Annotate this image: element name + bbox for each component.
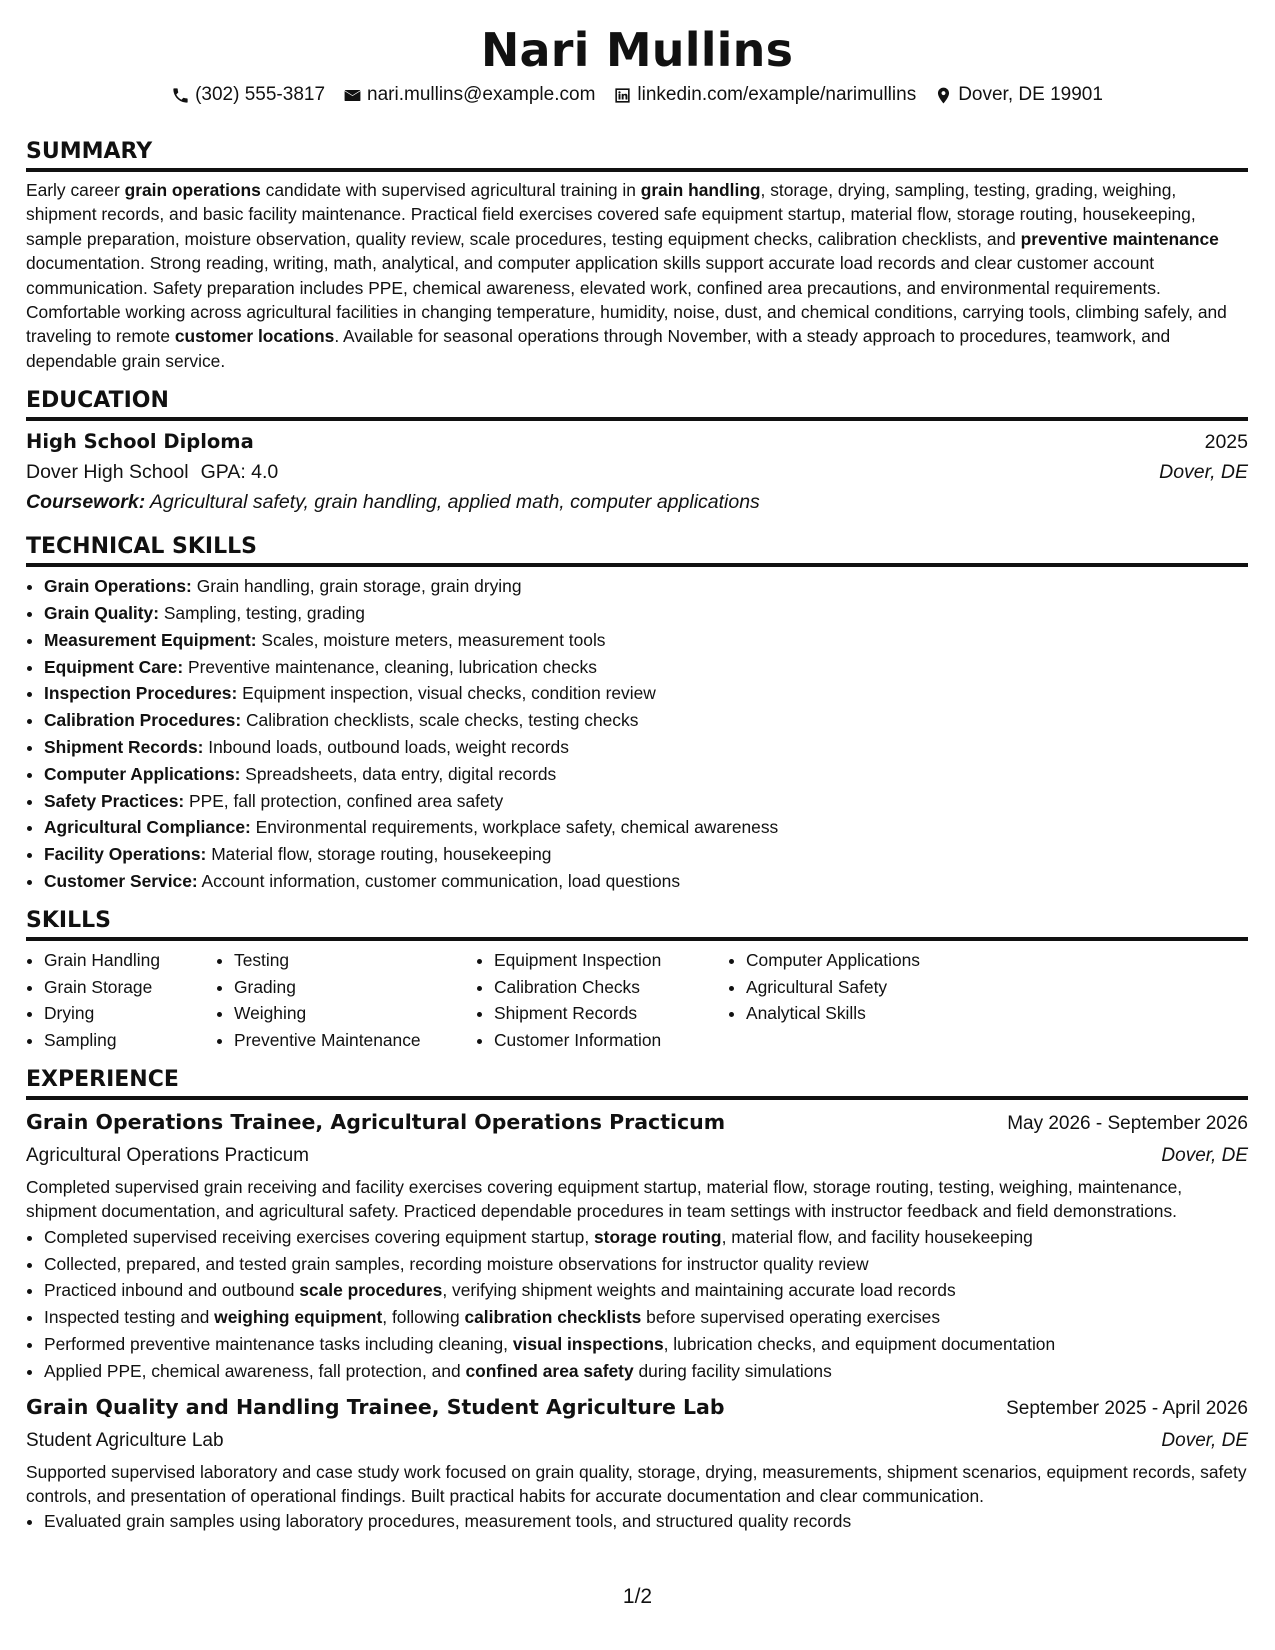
technical-skill-text: Inbound loads, outbound loads, weight records	[203, 737, 569, 758]
page-number: 1/2	[622, 1585, 653, 1608]
technical-skill-item	[44, 680, 1248, 707]
text-run: documentation. Strong reading, writing, math, analytical, and computer application skills support accurate load records and clear customer account communication. Safety preparation includes PPE, chemical awareness, elevated work, confined area precautions, and environmental requirements. Comfortable working across agricultural facilities in changing temperature, humidity, noise, dust, and chemical conditions, carrying tools, climbing safely, and traveling to remote	[26, 253, 1227, 347]
phone-text: (302) 555-3817	[195, 84, 326, 105]
text-run: Performed preventive maintenance tasks including cleaning,	[44, 1334, 513, 1354]
job-dates: May 2026 - September 2026	[1007, 1113, 1248, 1134]
phone-icon	[171, 86, 190, 105]
skill-item: • Shipment Records	[494, 1000, 704, 1027]
candidate-name: Nari Mullins	[480, 23, 794, 77]
technical-skill-text: Preventive maintenance, cleaning, lubrication checks	[183, 656, 597, 677]
technical-skill-label: Grain Operations:	[44, 576, 192, 597]
summary-text	[26, 178, 1248, 373]
job-description: Supported supervised laboratory and case study work focused on grain quality, storage, drying, measurements, shipment scenarios, equipment records, safety controls, and presentation of operational findings. Built practical habits for accurate documentation and clear communication.	[26, 1461, 1247, 1506]
contact-location	[934, 82, 1103, 108]
text-run: Evaluated grain samples using laboratory procedures, measurement tools, and structured quality records	[44, 1511, 852, 1532]
technical-skill-item	[44, 654, 1248, 681]
summary-section	[26, 138, 1248, 373]
text-run: Collected, prepared, and tested grain samples, recording moisture observations for instructor quality review	[44, 1253, 869, 1274]
skills-heading: SKILLS	[26, 907, 1248, 941]
technical-skill-text: Equipment inspection, visual checks, condition review	[237, 683, 656, 704]
technical-skill-text: Spreadsheets, data entry, digital records	[240, 763, 557, 784]
job-bullets	[26, 1508, 1248, 1535]
technical-skill-label: Agricultural Compliance:	[44, 817, 251, 838]
experience-jobs	[26, 1106, 1248, 1535]
education-gpa: GPA: 4.0	[200, 461, 279, 484]
linkedin-text[interactable]: linkedin.com/example/narimullins	[637, 84, 917, 105]
education-section	[26, 387, 1248, 517]
technical-skill-text: Material flow, storage routing, housekeeping	[206, 844, 552, 865]
job-organization: Student Agriculture Lab	[26, 1429, 224, 1451]
job-bullet	[44, 1358, 1248, 1385]
skill-item: • Weighing	[234, 1000, 452, 1027]
skill-item: • Testing	[234, 947, 452, 974]
job-location: Dover, DE	[1161, 1145, 1248, 1166]
skills-column	[216, 947, 452, 1054]
technical-skill-item	[44, 841, 1248, 868]
job-header-row	[26, 1391, 1248, 1425]
technical-skill-text: Scales, moisture meters, measurement tools	[256, 629, 606, 650]
education-heading: EDUCATION	[26, 387, 1248, 421]
education-school: Dover High School	[26, 461, 189, 484]
technical-skill-label: Calibration Procedures:	[44, 710, 242, 731]
education-degree: High School Diploma	[26, 430, 254, 454]
job-title: Grain Operations Trainee, Agricultural Operations Practicum	[26, 1110, 726, 1134]
skill-item: • Grading	[234, 974, 452, 1001]
text-run: Completed supervised receiving exercises covering equipment startup,	[44, 1226, 595, 1247]
education-row-2	[26, 457, 1248, 487]
text-run: , material flow, and facility housekeeping	[721, 1226, 1033, 1247]
text-run: , lubrication checks, and equipment documentation	[663, 1334, 1056, 1354]
text-run: Practiced inbound and outbound	[44, 1280, 300, 1301]
technical-skill-text: Calibration checklists, scale checks, testing checks	[241, 710, 639, 731]
contact-phone	[171, 82, 325, 108]
coursework-text: Agricultural safety, grain handling, applied math, computer applications	[149, 491, 760, 514]
technical-skill-label: Customer Service:	[44, 871, 198, 892]
technical-skill-label: Measurement Equipment:	[44, 629, 257, 650]
text-run: Inspected testing and	[44, 1307, 215, 1328]
education-year: 2025	[1204, 431, 1248, 454]
job-bullets	[26, 1224, 1248, 1385]
technical-skills-heading: TECHNICAL SKILLS	[26, 533, 1248, 567]
technical-skill-label: Grain Quality:	[44, 603, 159, 624]
linkedin-icon	[613, 86, 632, 105]
technical-skill-item	[44, 600, 1248, 627]
contact-linkedin[interactable]	[613, 82, 916, 108]
technical-skill-label: Equipment Care:	[44, 656, 184, 677]
education-row-1	[26, 427, 1248, 457]
bold-phrase: weighing equipment	[214, 1307, 383, 1328]
skill-item: • Preventive Maintenance	[234, 1027, 452, 1054]
technical-skill-text: Account information, customer communication, load questions	[197, 871, 681, 892]
job-bullet	[44, 1224, 1248, 1251]
job-org-row	[26, 1140, 1248, 1171]
technical-skill-label: Inspection Procedures:	[44, 683, 238, 704]
technical-skill-item	[44, 761, 1248, 788]
technical-skill-item	[44, 734, 1248, 761]
text-run: candidate with supervised agricultural training in	[260, 180, 641, 200]
job-dates: September 2025 - April 2026	[1006, 1397, 1248, 1419]
bold-phrase: preventive maintenance	[1020, 228, 1219, 249]
skills-grid	[26, 947, 1248, 1054]
job-bullet	[44, 1331, 1248, 1358]
job-organization: Agricultural Operations Practicum	[26, 1145, 309, 1166]
technical-skill-label: Computer Applications:	[44, 763, 241, 784]
skill-item: • Agricultural Safety	[746, 974, 976, 1001]
technical-skill-text: Grain handling, grain storage, grain drying	[191, 576, 522, 597]
skill-item: • Grain Storage	[44, 974, 192, 1001]
skill-item: • Drying	[44, 1000, 192, 1027]
text-run: Early career	[26, 180, 125, 200]
text-run: , verifying shipment weights and maintaining accurate load records	[442, 1280, 956, 1301]
education-school-line	[26, 457, 278, 487]
bold-phrase: grain handling	[640, 180, 761, 200]
skill-item: • Computer Applications	[746, 947, 976, 974]
skills-column	[26, 947, 192, 1054]
bold-phrase: calibration checklists	[464, 1307, 642, 1328]
text-run: , storage, drying, sampling, testing, grading, weighing, shipment records, and basic facility maintenance. Practical field exercises covered safe equipment startup, material flow, storage routing, housekeeping, sample preparation, moisture observation, quality review, scale procedures, testing equipment checks, calibration checklists, and	[26, 180, 1196, 249]
bold-phrase: confined area safety	[465, 1360, 634, 1381]
job-entry	[26, 1391, 1248, 1536]
skill-item: • Grain Handling	[44, 947, 192, 974]
resume-page	[26, 0, 1248, 1535]
technical-skill-label: Shipment Records:	[44, 737, 204, 758]
technical-skill-label: Safety Practices:	[44, 790, 185, 811]
technical-skill-item	[44, 627, 1248, 654]
contact-email[interactable]	[343, 82, 595, 108]
summary-heading: SUMMARY	[26, 138, 1248, 172]
job-bullet	[44, 1508, 1248, 1535]
skill-item: • Customer Information	[494, 1027, 704, 1054]
bold-phrase: storage routing	[594, 1226, 722, 1247]
bold-phrase: customer locations	[174, 326, 335, 347]
job-bullet	[44, 1277, 1248, 1304]
job-header-row	[26, 1106, 1248, 1140]
education-location: Dover, DE	[1159, 461, 1248, 484]
skill-item: • Sampling	[44, 1027, 192, 1054]
job-bullet	[44, 1251, 1248, 1278]
coursework-label: Coursework:	[26, 491, 146, 514]
technical-skill-item	[44, 707, 1248, 734]
technical-skill-text: PPE, fall protection, confined area safety	[184, 790, 504, 811]
text-run: before supervised operating exercises	[641, 1307, 941, 1328]
technical-skill-item	[44, 788, 1248, 815]
job-org-row	[26, 1425, 1248, 1456]
map-pin-icon	[934, 86, 953, 105]
technical-skill-text: Environmental requirements, workplace safety, chemical awareness	[250, 817, 779, 838]
technical-skills-section	[26, 533, 1248, 895]
contact-bar	[26, 82, 1248, 108]
text-run: , following	[382, 1307, 465, 1328]
skill-item: • Analytical Skills	[746, 1000, 976, 1027]
email-text[interactable]: nari.mullins@example.com	[367, 84, 596, 105]
technical-skill-item	[44, 868, 1248, 895]
job-bullet	[44, 1304, 1248, 1331]
location-text: Dover, DE 19901	[958, 84, 1103, 105]
technical-skill-label: Facility Operations:	[44, 844, 207, 865]
envelope-icon	[343, 86, 362, 105]
text-run: during facility simulations	[633, 1360, 832, 1381]
skills-section	[26, 907, 1248, 1054]
technical-skill-item	[44, 573, 1248, 600]
bold-phrase: scale procedures	[299, 1280, 443, 1301]
skill-item: • Equipment Inspection	[494, 947, 704, 974]
technical-skills-list	[26, 573, 1248, 895]
skills-column	[728, 947, 976, 1054]
skills-column	[476, 947, 704, 1054]
experience-section	[26, 1066, 1248, 1535]
education-coursework	[26, 487, 1248, 517]
technical-skill-item	[44, 814, 1248, 841]
text-run: . Available for seasonal operations through November, with a steady approach to procedures, teamwork, and dependable grain service.	[26, 326, 1171, 371]
job-location: Dover, DE	[1161, 1429, 1248, 1451]
job-title: Grain Quality and Handling Trainee, Student Agriculture Lab	[26, 1394, 725, 1419]
bold-phrase: visual inspections	[512, 1334, 664, 1354]
job-description: Completed supervised grain receiving and facility exercises covering equipment startup, material flow, storage routing, testing, weighing, maintenance, shipment documentation, and agricultural safety. Practiced dependable procedures in team settings with instructor feedback and field demonstrations.	[26, 1177, 1183, 1222]
text-run: Applied PPE, chemical awareness, fall protection, and	[44, 1360, 466, 1381]
skill-item: • Calibration Checks	[494, 974, 704, 1001]
bold-phrase: grain operations	[124, 180, 261, 200]
technical-skill-text: Sampling, testing, grading	[159, 603, 365, 624]
job-entry	[26, 1106, 1248, 1385]
experience-heading: EXPERIENCE	[26, 1066, 1248, 1100]
